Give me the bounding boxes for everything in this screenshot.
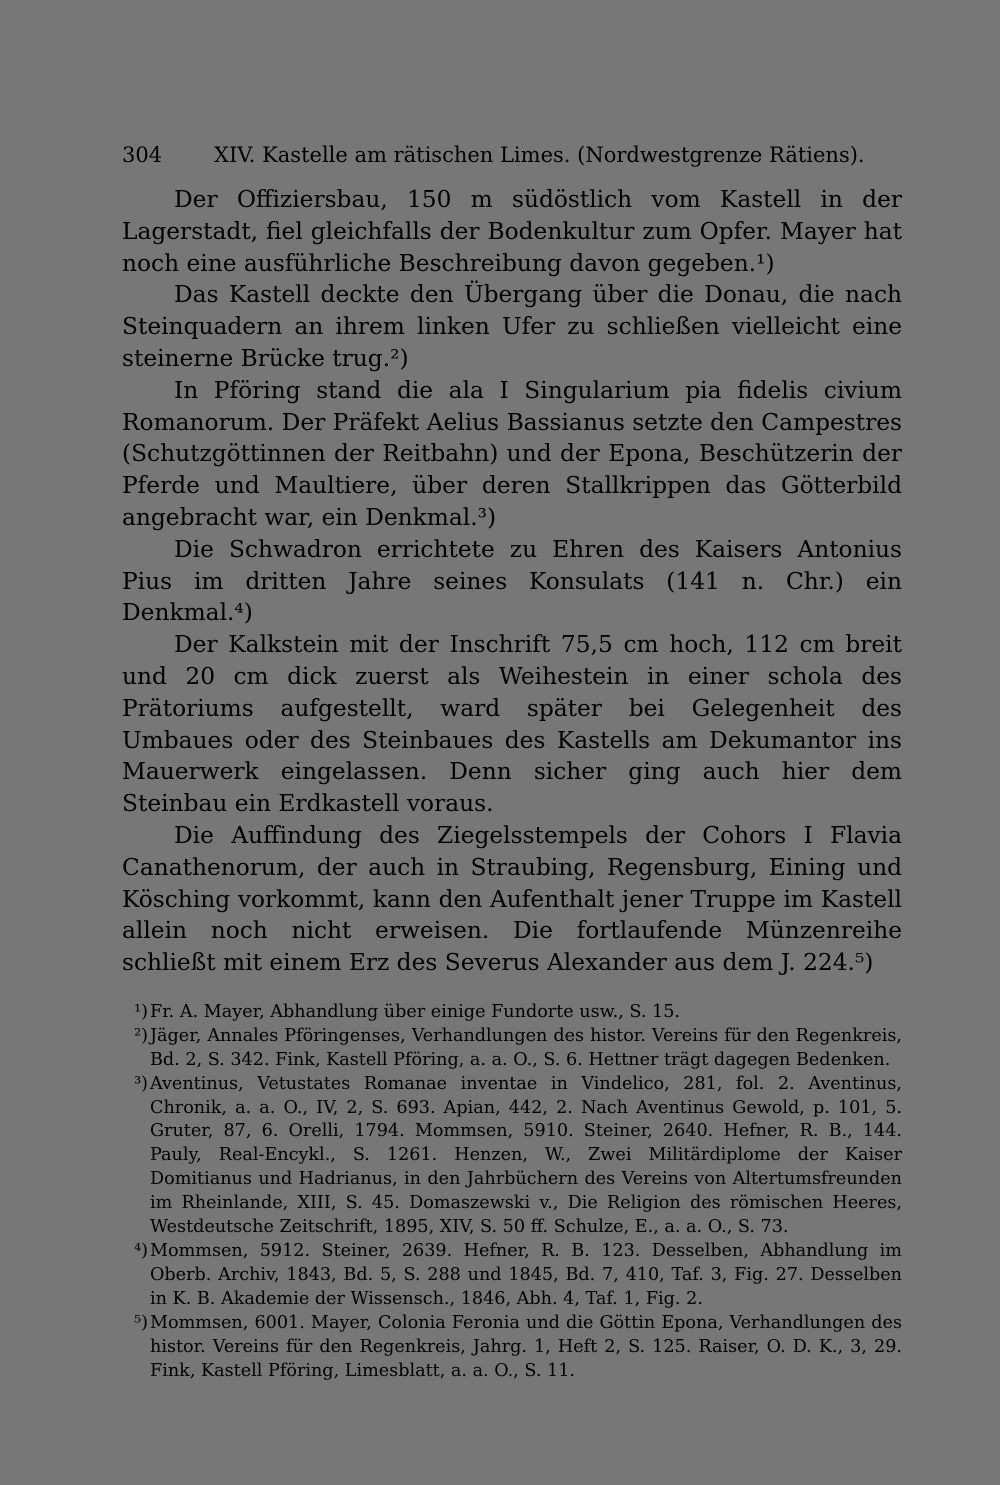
paragraph: Der Kalkstein mit der Inschrift 75,5 cm hoch, 112 cm breit und 20 cm dick zuerst als Weihestein in einer schola des Prätoriums aufgestellt, ward später bei Gelegenheit des Umbaues oder des Steinbaues des Kastells am Dekumantor ins Mauerwerk eingelassen. Denn sicher ging auch hier dem Steinbau ein Erdkastell voraus. [122, 631, 902, 818]
footnote-mark: ⁵) [134, 1312, 148, 1333]
footnote-mark: ¹) [134, 1001, 148, 1022]
book-page [122, 140, 902, 1383]
paragraph: Das Kastell deckte den Übergang über die Donau, die nach Steinquadern an ihrem linken Ufer zu schließen vielleicht eine steinerne Brücke trug.²) [122, 281, 902, 372]
running-title: XIV. Kastelle am rätischen Limes. (Nordwestgrenze Rätiens). [214, 143, 865, 167]
running-header [122, 140, 902, 170]
page-number: 304 [122, 143, 163, 167]
footnote-mark: ²) [134, 1025, 148, 1046]
footnote [122, 1025, 902, 1073]
footnote-text: Jäger, Annales Pföringenses, Verhandlungen des histor. Vereins für den Regenkreis, Bd. 2, S. 342. Fink, Kastell Pföring, a. a. O., S. 6. Hettner trägt dagegen Bedenken. [150, 1025, 902, 1070]
footnote [122, 1240, 902, 1312]
footnote-text: Mommsen, 6001. Mayer, Colonia Feronia und die Göttin Epona, Verhandlungen des histor. Vereins für den Regenkreis, Jahrg. 1, Heft 2, S. 125. Raiser, O. D. K., 3, 29. Fink, Kastell Pföring, Limesblatt, a. a. O., S. 11. [150, 1312, 902, 1381]
main-text [122, 184, 902, 979]
footnote-mark: ⁴) [134, 1240, 148, 1261]
paragraph: Der Offiziersbau, 150 m südöstlich vom Kastell in der Lagerstadt, fiel gleichfalls der Bodenkultur zum Opfer. Mayer hat noch eine ausführliche Beschreibung davon gegeben.¹) [122, 186, 902, 277]
footnote-text: Mommsen, 5912. Steiner, 2639. Hefner, R. B. 123. Desselben, Abhandlung im Oberb. Archiv, 1843, Bd. 5, S. 288 und 1845, Bd. 7, 410, Taf. 3, Fig. 27. Desselben in K. B. Akademie der Wissensch., 1846, Abh. 4, Taf. 1, Fig. 2. [150, 1240, 902, 1309]
footnote [122, 1312, 902, 1384]
paragraph: In Pföring stand die ala I Singularium pia fidelis civium Romanorum. Der Präfekt Aelius Bassianus setzte den Campestres (Schutzgöttinnen der Reitbahn) und der Epona, Beschützerin der Pferde und Maultiere, über deren Stallkrippen das Götterbild angebracht war, ein Denkmal.³) [122, 376, 902, 531]
paragraph: Die Schwadron errichtete zu Ehren des Kaisers Antonius Pius im dritten Jahre seines Konsulats (141 n. Chr.) ein Denkmal.⁴) [122, 535, 902, 627]
footnote-text: Fr. A. Mayer, Abhandlung über einige Fundorte usw., S. 15. [150, 1001, 680, 1022]
paragraph: Die Auffindung des Ziegelsstempels der Cohors I Flavia Canathenorum, der auch in Straubing, Regensburg, Eining und Kösching vorkommt, kann den Aufenthalt jener Truppe im Kastell allein noch nicht erweisen. Die fortlaufende Münzenreihe schließt mit einem Erz des Severus Alexander aus dem J. 224.⁵) [122, 821, 902, 977]
footnotes [122, 1001, 902, 1384]
footnote [122, 1001, 902, 1025]
footnote-text: Aventinus, Vetustates Romanae inventae in Vindelico, 281, fol. 2. Aventinus, Chronik, a. a. O., IV, 2, S. 693. Apian, 442, 2. Nach Aventinus Gewold, p. 101, 5. Gruter, 87, 6. Orelli, 1794. Mommsen, 5910. Steiner, 2640. Hefner, R. B., 144. Pauly, Real-Encykl., S. 1261. Henzen, W., Zwei Militärdiplome der Kaiser Domitianus und Hadrianus, in den Jahrbüchern des Vereins von Altertumsfreunden im Rheinlande, XIII, S. 45. Domaszewski v., Die Religion des römischen Heeres, Westdeutsche Zeitschrift, 1895, XIV, S. 50 ff. Schulze, E., a. a. O., S. 73. [150, 1073, 902, 1238]
footnote [122, 1073, 902, 1240]
footnote-mark: ³) [134, 1073, 148, 1094]
